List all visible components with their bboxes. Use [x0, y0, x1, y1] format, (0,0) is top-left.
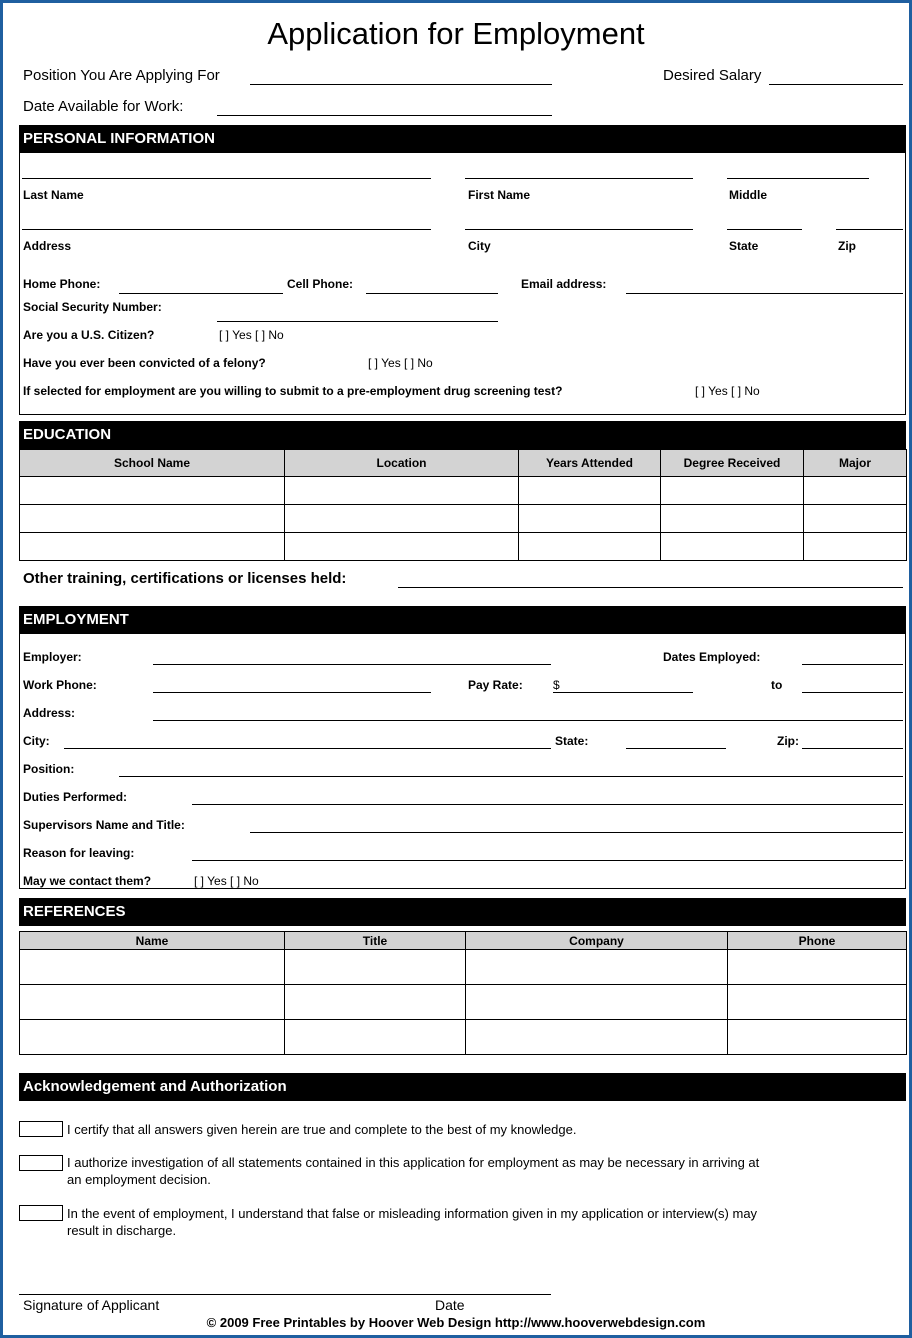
salary-label: Desired Salary — [663, 67, 762, 84]
first-name-field[interactable] — [465, 178, 693, 179]
pay-rate-field[interactable] — [553, 692, 693, 693]
personal-heading: PERSONAL INFORMATION — [19, 125, 906, 153]
employer-zip-label: Zip: — [777, 734, 799, 748]
misleading-text-line1: In the event of employment, I understand that false or misleading information given in my application or interview(s) may — [67, 1206, 758, 1221]
authorize-text-line2: an employment decision. — [67, 1172, 211, 1187]
employer-state-label: State: — [555, 734, 589, 748]
position-held-label: Position: — [23, 762, 75, 776]
column-header: Title — [285, 932, 466, 950]
address-field[interactable] — [22, 229, 431, 230]
column-header: Location — [285, 450, 519, 477]
felony-label: Have you ever been convicted of a felony? — [23, 356, 266, 370]
column-header: Company — [466, 932, 728, 950]
signature-label: Signature of Applicant — [23, 1297, 160, 1313]
education-heading: EDUCATION — [19, 421, 906, 449]
drug-test-checkboxes[interactable]: [ ] Yes [ ] No — [695, 384, 760, 398]
duties-label: Duties Performed: — [23, 790, 128, 804]
ack-heading: Acknowledgement and Authorization — [19, 1073, 906, 1101]
copyright-footer: © 2009 Free Printables by Hoover Web Design http://www.hooverwebdesign.com — [206, 1315, 706, 1330]
employer-state-field[interactable] — [626, 748, 726, 749]
table-row — [20, 533, 907, 561]
position-label: Position You Are Applying For — [23, 67, 220, 84]
table-cell[interactable] — [519, 505, 661, 533]
contact-label: May we contact them? — [23, 874, 152, 888]
misleading-info-checkbox[interactable] — [19, 1205, 63, 1221]
authorize-text-line1: I authorize investigation of all statements contained in this application for employment as may be necessary in arriving at — [67, 1155, 760, 1170]
duties-field[interactable] — [192, 804, 903, 805]
citizen-checkboxes[interactable]: [ ] Yes [ ] No — [219, 328, 284, 342]
email-label: Email address: — [521, 277, 607, 291]
dates-employed-to-field[interactable] — [802, 692, 903, 693]
employer-address-field[interactable] — [153, 720, 903, 721]
table-cell[interactable] — [728, 1020, 907, 1055]
other-training-label: Other training, certifications or licenses held: — [23, 570, 347, 587]
city-field[interactable] — [465, 229, 693, 230]
table-row — [20, 1020, 907, 1055]
column-header: Degree Received — [661, 450, 804, 477]
drug-test-label: If selected for employment are you willing to submit to a pre-employment drug screening test? — [23, 384, 563, 398]
date-available-field[interactable] — [217, 115, 552, 116]
to-label: to — [771, 678, 783, 692]
table-cell[interactable] — [20, 985, 285, 1020]
reason-field[interactable] — [192, 860, 903, 861]
table-cell[interactable] — [20, 1020, 285, 1055]
table-cell[interactable] — [661, 477, 804, 505]
citizen-label: Are you a U.S. Citizen? — [23, 328, 155, 342]
first-name-label: First Name — [468, 188, 531, 202]
supervisor-field[interactable] — [250, 832, 903, 833]
table-cell[interactable] — [285, 1020, 466, 1055]
table-row — [20, 477, 907, 505]
table-cell[interactable] — [728, 950, 907, 985]
employer-field[interactable] — [153, 664, 551, 665]
table-cell[interactable] — [661, 533, 804, 561]
work-phone-field[interactable] — [153, 692, 431, 693]
address-label: Address — [23, 239, 72, 253]
table-cell[interactable] — [519, 533, 661, 561]
table-cell[interactable] — [20, 533, 285, 561]
references-table — [19, 931, 907, 1055]
table-cell[interactable] — [804, 505, 907, 533]
date-label: Date — [435, 1297, 465, 1313]
table-cell[interactable] — [661, 505, 804, 533]
table-cell[interactable] — [285, 505, 519, 533]
table-cell[interactable] — [519, 477, 661, 505]
dollar-sign: $ — [553, 678, 560, 692]
other-training-field[interactable] — [398, 587, 903, 588]
table-cell[interactable] — [466, 985, 728, 1020]
city-label: City — [468, 239, 491, 253]
dates-employed-from-field[interactable] — [802, 664, 903, 665]
table-cell[interactable] — [285, 985, 466, 1020]
certify-checkbox[interactable] — [19, 1121, 63, 1137]
education-header-row — [20, 450, 907, 477]
middle-label: Middle — [729, 188, 767, 202]
column-header: School Name — [20, 450, 285, 477]
table-row — [20, 985, 907, 1020]
table-cell[interactable] — [20, 505, 285, 533]
certify-text: I certify that all answers given herein are true and complete to the best of my knowledge. — [67, 1122, 577, 1137]
misleading-text-line2: result in discharge. — [67, 1223, 177, 1238]
ssn-label: Social Security Number: — [23, 300, 162, 314]
date-available-label: Date Available for Work: — [23, 98, 184, 115]
state-field[interactable] — [727, 229, 802, 230]
table-cell[interactable] — [466, 1020, 728, 1055]
education-table — [19, 449, 907, 561]
work-phone-label: Work Phone: — [23, 678, 97, 692]
table-cell[interactable] — [285, 950, 466, 985]
email-field[interactable] — [626, 293, 903, 294]
ssn-field[interactable] — [217, 321, 498, 322]
position-held-field[interactable] — [119, 776, 903, 777]
signature-line[interactable] — [19, 1294, 551, 1295]
column-header: Phone — [728, 932, 907, 950]
zip-field[interactable] — [836, 229, 903, 230]
personal-section — [19, 153, 906, 415]
employer-address-label: Address: — [23, 706, 76, 720]
last-name-label: Last Name — [23, 188, 84, 202]
cell-phone-label: Cell Phone: — [287, 277, 354, 291]
table-row — [20, 950, 907, 985]
employment-heading: EMPLOYMENT — [19, 606, 906, 634]
column-header: Name — [20, 932, 285, 950]
zip-label: Zip — [838, 239, 856, 253]
table-cell[interactable] — [20, 477, 285, 505]
table-cell[interactable] — [285, 533, 519, 561]
page-title: Application for Employment — [267, 16, 645, 51]
table-row — [20, 505, 907, 533]
employer-city-label: City: — [23, 734, 50, 748]
dates-employed-label: Dates Employed: — [663, 650, 761, 664]
supervisor-label: Supervisors Name and Title: — [23, 818, 185, 832]
table-cell[interactable] — [804, 477, 907, 505]
table-cell[interactable] — [466, 950, 728, 985]
column-header: Years Attended — [519, 450, 661, 477]
contact-checkboxes[interactable]: [ ] Yes [ ] No — [194, 874, 259, 888]
last-name-field[interactable] — [22, 178, 431, 179]
employer-city-field[interactable] — [64, 748, 551, 749]
home-phone-label: Home Phone: — [23, 277, 101, 291]
table-cell[interactable] — [804, 533, 907, 561]
authorize-checkbox[interactable] — [19, 1155, 63, 1171]
position-field[interactable] — [250, 84, 552, 85]
salary-field[interactable] — [769, 84, 903, 85]
table-cell[interactable] — [20, 950, 285, 985]
state-label: State — [729, 239, 759, 253]
home-phone-field[interactable] — [119, 293, 283, 294]
column-header: Major — [804, 450, 907, 477]
employment-section — [19, 634, 906, 889]
references-heading: REFERENCES — [19, 898, 906, 926]
employer-label: Employer: — [23, 650, 82, 664]
middle-field[interactable] — [727, 178, 869, 179]
table-cell[interactable] — [728, 985, 907, 1020]
reason-label: Reason for leaving: — [23, 846, 135, 860]
table-cell[interactable] — [285, 477, 519, 505]
cell-phone-field[interactable] — [366, 293, 498, 294]
pay-rate-label: Pay Rate: — [468, 678, 523, 692]
employer-zip-field[interactable] — [802, 748, 903, 749]
felony-checkboxes[interactable]: [ ] Yes [ ] No — [368, 356, 433, 370]
references-header-row — [20, 932, 907, 950]
